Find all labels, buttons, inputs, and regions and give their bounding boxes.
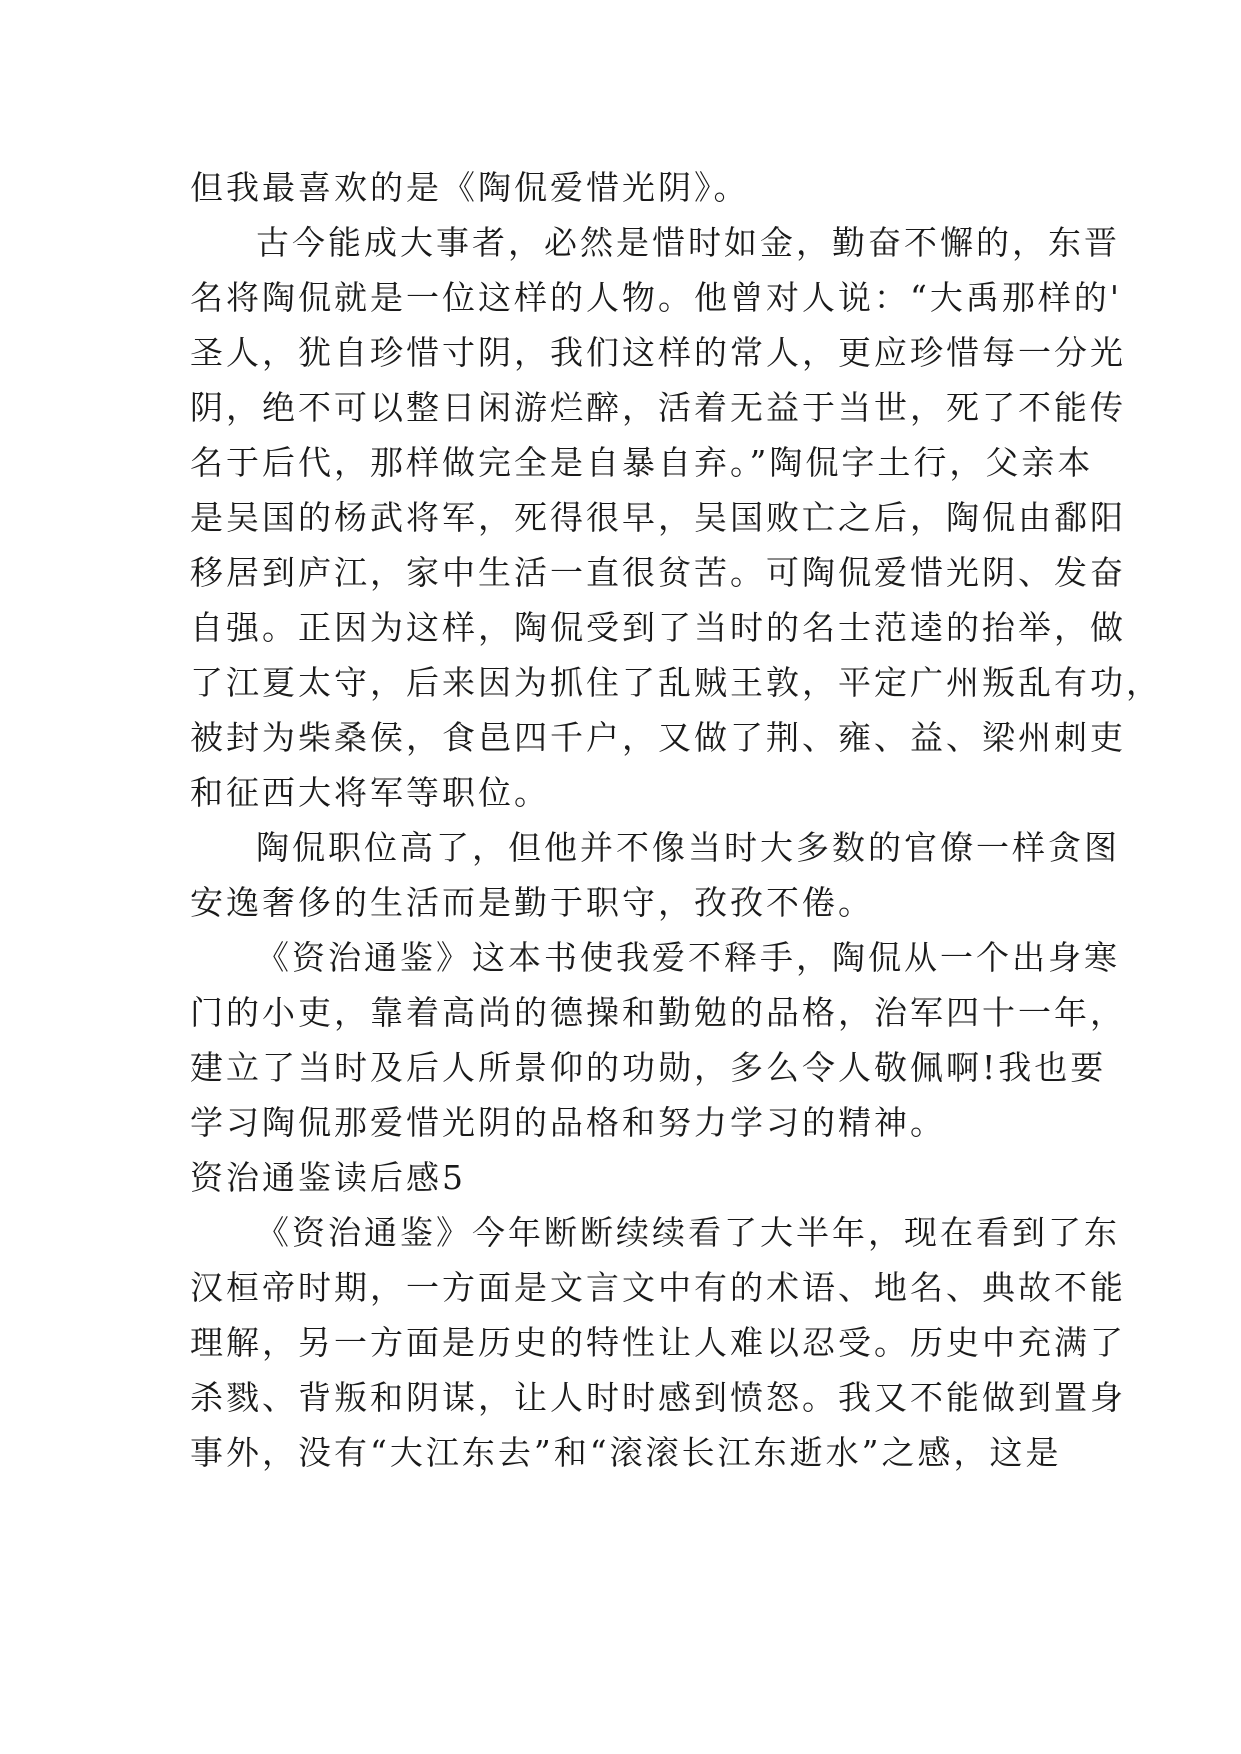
text-line: 是吴国的杨武将军，死得很早，吴国败亡之后，陶侃由鄱阳 bbox=[190, 498, 1126, 537]
text-line: 事外，没有“大江东去”和“滚滚长江东逝水”之感，这是 bbox=[190, 1433, 1062, 1472]
text-line: 汉桓帝时期，一方面是文言文中有的术语、地名、典故不能 bbox=[190, 1268, 1126, 1307]
text-line: 圣人，犹自珍惜寸阴，我们这样的常人，更应珍惜每一分光 bbox=[190, 333, 1126, 372]
text-line: 理解，另一方面是历史的特性让人难以忍受。历史中充满了 bbox=[190, 1323, 1126, 1362]
paragraph-start-line: 古今能成大事者，必然是惜时如金，勤奋不懈的，东晋 bbox=[256, 223, 1120, 262]
text-line: 安逸奢侈的生活而是勤于职守，孜孜不倦。 bbox=[190, 883, 874, 922]
text-line: 建立了当时及后人所景仰的功勋，多么令人敬佩啊!我也要 bbox=[190, 1048, 1107, 1087]
text-line: 和征西大将军等职位。 bbox=[190, 773, 550, 812]
text-line: 学习陶侃那爱惜光阴的品格和努力学习的精神。 bbox=[190, 1103, 946, 1142]
section-heading: 资治通鉴读后感5 bbox=[190, 1158, 466, 1197]
paragraph-start-line: 《资治通鉴》这本书使我爱不释手，陶侃从一个出身寒 bbox=[256, 938, 1120, 977]
text-line: 阴，绝不可以整日闲游烂醉，活着无益于当世，死了不能传 bbox=[190, 388, 1126, 427]
paragraph-start-line: 《资治通鉴》今年断断续续看了大半年，现在看到了东 bbox=[256, 1213, 1120, 1252]
text-line: 杀戮、背叛和阴谋，让人时时感到愤怒。我又不能做到置身 bbox=[190, 1378, 1126, 1417]
text-line: 自强。正因为这样，陶侃受到了当时的名士范逵的抬举，做 bbox=[190, 608, 1126, 647]
text-line: 名于后代，那样做完全是自暴自弃。”陶侃字土行，父亲本 bbox=[190, 443, 1094, 482]
text-line: 但我最喜欢的是《陶侃爱惜光阴》。 bbox=[190, 168, 750, 207]
text-line: 被封为柴桑侯，食邑四千户，又做了荆、雍、益、梁州刺吏 bbox=[190, 718, 1126, 757]
text-line: 了江夏太守，后来因为抓住了乱贼王敦，平定广州叛乱有功， bbox=[190, 663, 1162, 702]
text-line: 名将陶侃就是一位这样的人物。他曾对人说：“大禹那样的' bbox=[190, 278, 1122, 317]
text-line: 移居到庐江，家中生活一直很贫苦。可陶侃爱惜光阴、发奋 bbox=[190, 553, 1126, 592]
text-line: 门的小吏，靠着高尚的德操和勤勉的品格，治军四十一年， bbox=[190, 993, 1126, 1032]
document-body bbox=[190, 160, 1162, 1480]
paragraph-start-line: 陶侃职位高了，但他并不像当时大多数的官僚一样贪图 bbox=[256, 828, 1120, 867]
